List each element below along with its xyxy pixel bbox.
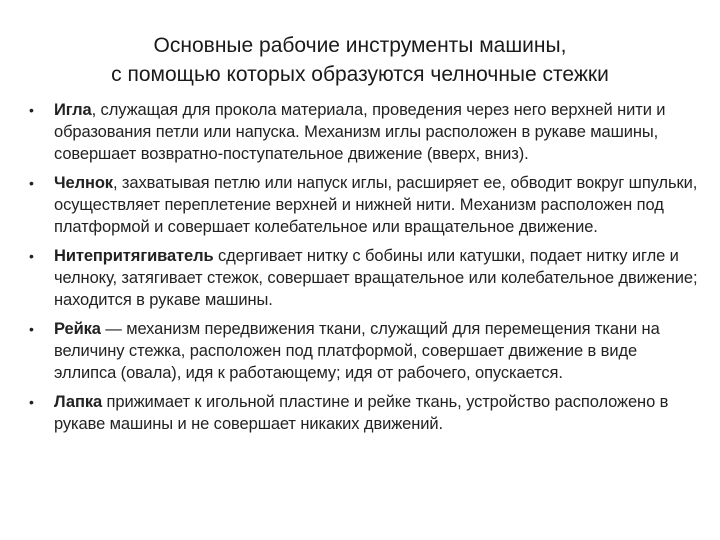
item-text: , захватывая петлю или напуск иглы, расширяет ее, обводит вокруг шпульки, осуществляет переплетение верхней и нижней нити. Механизм расположен под платформой и совершает колебательное или вращательное движение.: [54, 174, 698, 236]
bullet-list: [28, 99, 698, 442]
bullet-icon: •: [29, 394, 34, 410]
item-text: — механизм передвижения ткани, служащий для перемещения ткани на величину стежка, расположен под платформой, совершает движение в виде эллипса (овала), идя к работающему; идя от рабочего, опускается.: [54, 320, 660, 382]
bullet-icon: •: [29, 102, 34, 118]
item-text: сдергивает нитку с бобины или катушки, подает нитку игле и челноку, затягивает стежок, совершает вращательное или колебательное движение; находится в рукаве машины.: [54, 247, 698, 309]
item-term: Челнок: [54, 174, 113, 192]
item-text: прижимает к игольной пластине и рейке ткань, устройство расположено в рукаве машины и не совершает никаких движений.: [54, 393, 669, 433]
list-item-thread-take-up: [28, 245, 698, 311]
slide-title-line-1: Основные рабочие инструменты машины,: [153, 34, 567, 57]
list-item-presser-foot: [28, 391, 698, 435]
list-item-needle: [28, 99, 698, 165]
item-text: , служащая для прокола материала, проведения через него верхней нити и образования петли или напуска. Механизм иглы расположен в рукаве машины, совершает возвратно-поступательное движение (вверх, вниз).: [54, 101, 666, 163]
slide-title: [40, 31, 680, 89]
list-item-feed-dog: [28, 318, 698, 384]
slide-title-line-2: с помощью которых образуются челночные стежки: [111, 63, 609, 86]
bullet-icon: •: [29, 248, 34, 264]
bullet-icon: •: [29, 175, 34, 191]
item-term: Лапка: [54, 393, 103, 411]
item-term: Нитепритягиватель: [54, 247, 214, 265]
item-term: Игла: [54, 101, 92, 119]
bullet-icon: •: [29, 321, 34, 337]
list-item-shuttle: [28, 172, 698, 238]
item-term: Рейка: [54, 320, 101, 338]
